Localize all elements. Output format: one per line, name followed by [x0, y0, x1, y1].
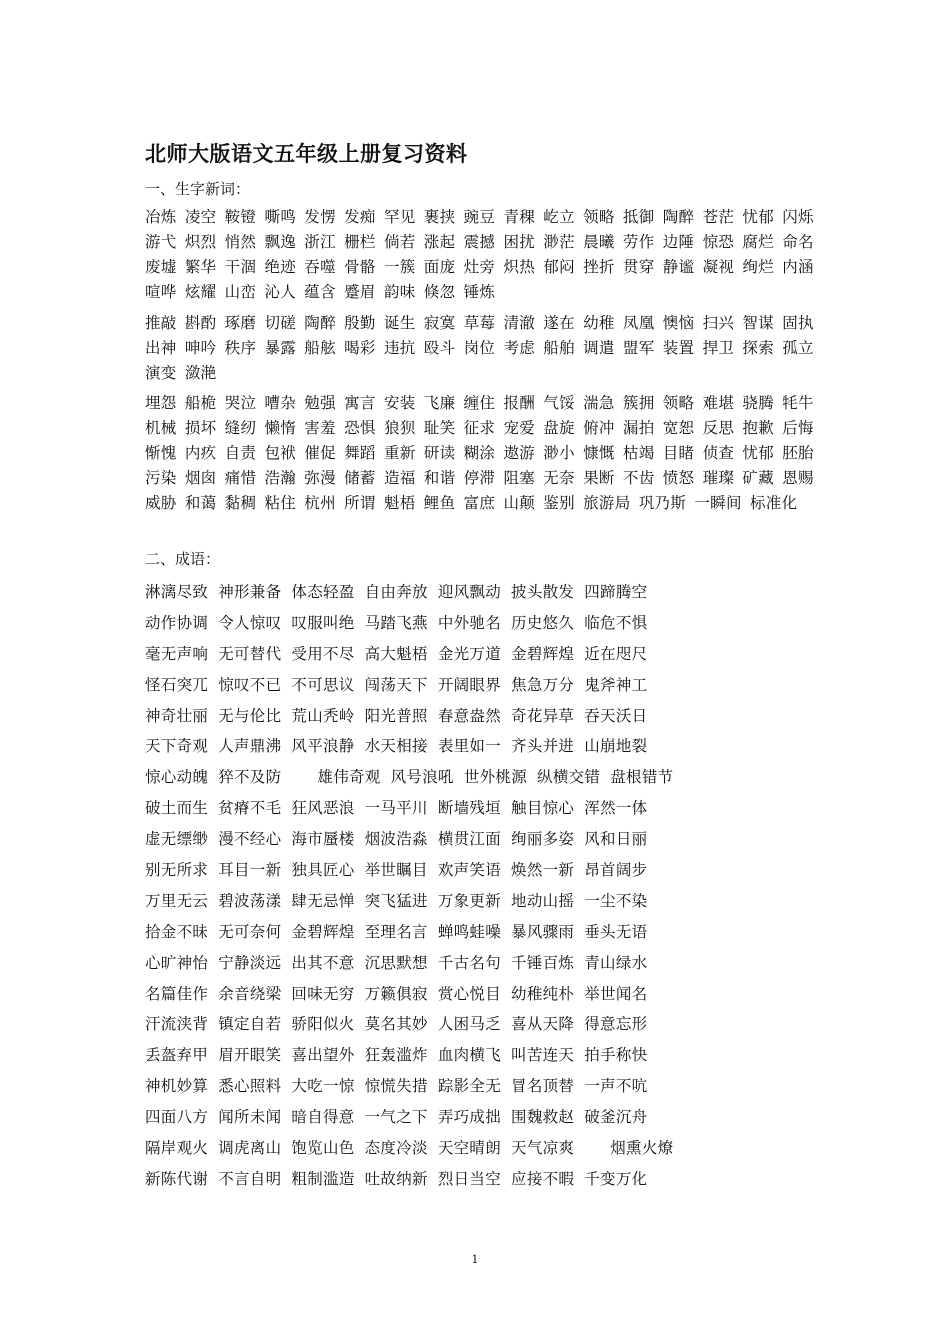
idiom-item: 宁静淡远: [218, 953, 282, 972]
idiom-row: [145, 1071, 825, 1102]
idiom-item: 吞天沃日: [584, 706, 648, 725]
idiom-item: 不言自明: [218, 1169, 282, 1188]
idiom-item: 一尘不染: [584, 891, 648, 910]
idiom-item: 奇花异草: [511, 706, 575, 725]
idiom-item: 莫名其妙: [364, 1015, 428, 1034]
idiom-item: 万里无云: [145, 891, 209, 910]
idiom-item: 山崩地裂: [584, 737, 648, 756]
idiom-item: 肆无忌惮: [291, 891, 355, 910]
idiom-item: 高大魁梧: [364, 644, 428, 663]
idiom-item: 突飞猛进: [364, 891, 428, 910]
idiom-item: 态度冷淡: [364, 1139, 428, 1158]
idiom-item: 无与伦比: [218, 706, 282, 725]
idiom-item: 自由奔放: [364, 583, 428, 601]
idiom-item: 得意忘形: [584, 1015, 648, 1034]
idiom-item: 隔岸观火: [145, 1139, 209, 1158]
idiom-item: 暴风骤雨: [511, 922, 575, 941]
idiom-item: 怪石突兀: [145, 675, 209, 694]
idiom-item: 淋漓尽致: [145, 583, 209, 601]
idiom-item: 人困马乏: [437, 1015, 502, 1034]
idiom-item: 闯荡天下: [364, 675, 428, 694]
idiom-row: [145, 762, 825, 793]
idiom-item: 喜从天降: [511, 1015, 575, 1034]
idiom-item: 沉思默想: [364, 953, 428, 972]
idiom-item: 毫无声响: [145, 644, 209, 663]
idiom-row: [145, 1164, 825, 1195]
idiom-row: [145, 1040, 825, 1071]
idiom-item: 神形兼备: [218, 583, 282, 601]
idiom-item: 惊心动魄: [145, 768, 209, 787]
idiom-item: 破釜沉舟: [584, 1108, 648, 1127]
idiom-item: 千锤百炼: [511, 953, 575, 972]
idiom-item: 昂首阔步: [584, 861, 648, 880]
idiom-item: 临危不惧: [584, 613, 648, 632]
idiom-item: 横贯江面: [437, 830, 502, 849]
idiom-item: 镇定自若: [218, 1015, 282, 1034]
page-number: 1: [471, 1253, 479, 1266]
idiom-item: 一马平川: [364, 799, 428, 818]
idiom-item: 垂头无语: [584, 922, 648, 941]
idiom-item: 披头散发: [511, 583, 575, 601]
idiom-item: 阳光普照: [364, 706, 428, 725]
idiom-item: 狂轰滥炸: [364, 1046, 428, 1065]
idiom-item: 地动山摇: [511, 891, 575, 910]
idiom-item: 令人惊叹: [218, 613, 282, 632]
idiom-item: 拾金不昧: [145, 922, 209, 941]
idiom-item: 烟波浩淼: [364, 830, 428, 849]
idiom-item: 贫瘠不毛: [218, 799, 282, 818]
idiom-item: 漫不经心: [218, 830, 282, 849]
idiom-item: 赏心悦目: [437, 984, 502, 1003]
idiom-item: 血肉横飞: [437, 1046, 502, 1065]
idiom-row: [145, 577, 825, 608]
idiom-item: 烟熏火燎: [610, 1139, 674, 1158]
idiom-item: 绚丽多姿: [511, 830, 575, 849]
idiom-item: 千变万化: [584, 1169, 648, 1188]
idiom-row: [145, 701, 825, 732]
idiom-item: 出其不意: [291, 953, 355, 972]
idiom-item: 水天相接: [364, 737, 428, 756]
idiom-item: 碧波荡漾: [218, 891, 282, 910]
idiom-item: 余音绕梁: [218, 984, 282, 1003]
idiom-item: 幼稚纯朴: [511, 984, 575, 1003]
idiom-item: 受用不尽: [291, 644, 355, 663]
idiom-item: 别无所求: [145, 861, 209, 880]
idiom-item: 狂风恶浪: [291, 799, 355, 818]
idiom-row: [145, 731, 825, 762]
idiom-row: [145, 917, 825, 948]
idiom-item: 天下奇观: [145, 737, 209, 756]
idiom-item: 举世闻名: [584, 984, 648, 1003]
idiom-item: 闻所未闻: [218, 1108, 282, 1127]
idiom-item: 眉开眼笑: [218, 1046, 282, 1065]
idiom-item: 天空晴朗: [437, 1139, 502, 1158]
idiom-row: [145, 886, 825, 917]
idiom-item: 惊叹不已: [218, 675, 282, 694]
idiom-item: 海市蜃楼: [291, 830, 355, 849]
vocabulary-paragraph-1: 冶炼 凌空 鞍镫 嘶鸣 发愣 发痴 罕见 裹挟 豌豆 青稞 屹立 领略 抵御 陶醉 苍茫 忧郁 闪烁 游弋 炽烈 悄然 飘逸 浙江 栅栏 倘若 涨起 震撼 困扰 渺茫 晨曦 劳作 边陲 惊恐 腐烂 命名 废墟 繁华 干涸 绝迹 吞噬 骨骼 一簇 面庞 灶旁 炽热 郁闷 挫折 贯穿 静谧 凝视 绚烂 内涵 喧哗 炫耀 山峦 沁人 蕴含 蹙眉 韵味 倏忽 锤炼: [145, 208, 814, 301]
document-title: 北师大版语文五年级上册复习资料: [145, 142, 468, 166]
idiom-item: 马踏飞燕: [364, 613, 428, 632]
idiom-item: 历史悠久: [511, 613, 575, 632]
idiom-item: 万籁俱寂: [364, 984, 428, 1003]
idiom-item: 体态轻盈: [291, 583, 355, 601]
idiom-item: 悉心照料: [218, 1077, 282, 1096]
idiom-item: 围魏救赵: [511, 1108, 575, 1127]
idiom-item: 心旷神怡: [145, 953, 209, 972]
idiom-item: 迎风飘动: [437, 583, 502, 601]
idiom-item: 神奇壮丽: [145, 706, 209, 725]
idiom-item: 中外驰名: [437, 613, 502, 632]
idiom-item: 拍手称快: [584, 1046, 648, 1065]
idiom-item: 风号浪吼: [390, 768, 454, 787]
idiom-item: 齐头并进: [511, 737, 575, 756]
idiom-row: [145, 1009, 825, 1040]
idiom-item: 鬼斧神工: [584, 675, 648, 694]
idiom-item: 名篇佳作: [145, 984, 209, 1003]
idiom-item: 新陈代谢: [145, 1169, 209, 1188]
idiom-item: 表里如一: [437, 737, 502, 756]
idiom-row: [145, 855, 825, 886]
vocabulary-paragraph-2: 推敲 斟酌 琢磨 切磋 陶醉 殷勤 诞生 寂寞 草莓 清澈 遂在 幼稚 凤凰 懊恼 扫兴 智谋 固执 出神 呻吟 秩序 暴露 船舷 喝彩 违抗 殴斗 岗位 考虑 船舶 调遣 盟军 装置 捍卫 探索 孤立 演变 潋滟: [145, 314, 814, 382]
idiom-item: 叹服叫绝: [291, 613, 355, 632]
idiom-item: 青山绿水: [584, 953, 648, 972]
idiom-item: 踪影全无: [437, 1077, 502, 1096]
idiom-item: 吐故纳新: [364, 1169, 428, 1188]
idiom-item: 饱览山色: [291, 1139, 355, 1158]
idiom-item: 调虎离山: [218, 1139, 282, 1158]
idiom-item: 神机妙算: [145, 1077, 209, 1096]
idiom-item: 蝉鸣蛙噪: [437, 922, 502, 941]
idiom-item: 金光万道: [437, 644, 502, 663]
idiom-row: [145, 639, 825, 670]
idiom-item: 四蹄腾空: [584, 583, 648, 601]
idiom-item: 春意盎然: [437, 706, 502, 725]
idiom-item: 人声鼎沸: [218, 737, 282, 756]
idiom-item: 四面八方: [145, 1108, 209, 1127]
idiom-item: 世外桃源: [463, 768, 528, 787]
section-heading-idioms: 二、成语：: [145, 550, 221, 568]
idiom-item: 天气凉爽: [511, 1139, 575, 1158]
idiom-row: [145, 670, 825, 701]
idiom-item: 破土而生: [145, 799, 209, 818]
idiom-item: 近在咫尺: [584, 644, 648, 663]
idiom-item: 千古名句: [437, 953, 502, 972]
idiom-item: 丢盔弃甲: [145, 1046, 209, 1065]
idiom-item: 喜出望外: [291, 1046, 355, 1065]
idiom-row: [145, 793, 825, 824]
idiom-item: 叫苦连天: [511, 1046, 575, 1065]
idiom-item: 开阔眼界: [437, 675, 502, 694]
idiom-item: 耳目一新: [218, 861, 282, 880]
idiom-item: 独具匠心: [291, 861, 355, 880]
idiom-item: 虚无缥缈: [145, 830, 209, 849]
idiom-row: [145, 979, 825, 1010]
idiom-item: 焦急万分: [511, 675, 575, 694]
idiom-item: 断墙残垣: [437, 799, 502, 818]
section-heading-vocabulary: 一、生字新词：: [145, 180, 251, 198]
idiom-list: [145, 577, 825, 1195]
idiom-item: 不可思议: [291, 675, 355, 694]
idiom-item: 弄巧成拙: [437, 1108, 502, 1127]
idiom-item: 焕然一新: [511, 861, 575, 880]
idiom-item: 汗流浃背: [145, 1015, 209, 1034]
idiom-item: 应接不暇: [511, 1169, 575, 1188]
idiom-item: 暗自得意: [291, 1108, 355, 1127]
vocabulary-paragraph-3: 埋怨 船桅 哭泣 嘈杂 勉强 寓言 安装 飞廉 缠住 报酬 气馁 湍急 簇拥 领略 难堪 骁腾 牦牛 机械 损坏 缝纫 懒惰 害羞 恐惧 狼狈 耻笑 征求 宠爱 盘旋 俯冲 漏拍 宽恕 反思 抱歉 后悔 惭愧 内疚 自责 包袱 催促 舞蹈 重新 研读 糊涂 遨游 渺小 慷慨 枯竭 目睹 侦查 忧郁 胚胎 污染 烟囱 痛惜 浩瀚 弥漫 储蓄 造福 和谐 停滞 阻塞 无奈 果断 不齿 愤怒 璀璨 矿藏 恩赐 威胁 和蔼 黏稠 粘住 杭州 所谓 魁梧 鲤鱼 富庶 山颠 鉴别 旅游局 巩乃斯 一瞬间 标准化: [145, 394, 814, 512]
idiom-item: 荒山秃岭: [291, 706, 355, 725]
idiom-item: 无可替代: [218, 644, 282, 663]
idiom-item: 风和日丽: [584, 830, 648, 849]
idiom-row: [145, 1102, 825, 1133]
idiom-item: 无可奈何: [218, 922, 282, 941]
idiom-item: 盘根错节: [610, 768, 674, 787]
idiom-item: 雄伟奇观: [317, 768, 381, 787]
idiom-item: 万象更新: [437, 891, 502, 910]
idiom-item: 猝不及防: [218, 768, 282, 787]
idiom-item: 风平浪静: [291, 737, 355, 756]
idiom-item: 金碧辉煌: [511, 644, 575, 663]
idiom-item: 触目惊心: [511, 799, 575, 818]
idiom-item: 一声不吭: [584, 1077, 648, 1096]
idiom-item: 金碧辉煌: [291, 922, 355, 941]
idiom-item: 动作协调: [145, 613, 209, 632]
idiom-item: 至理名言: [364, 922, 428, 941]
idiom-row: [145, 608, 825, 639]
idiom-item: 纵横交错: [537, 768, 601, 787]
idiom-item: 一气之下: [364, 1108, 428, 1127]
idiom-item: 大吃一惊: [291, 1077, 355, 1096]
idiom-item: 欢声笑语: [437, 861, 502, 880]
idiom-item: 浑然一体: [584, 799, 648, 818]
idiom-item: 粗制滥造: [291, 1169, 355, 1188]
idiom-row: [145, 824, 825, 855]
idiom-item: 惊慌失措: [364, 1077, 428, 1096]
idiom-row: [145, 948, 825, 979]
idiom-item: 举世瞩目: [364, 861, 428, 880]
idiom-item: 烈日当空: [437, 1169, 502, 1188]
idiom-item: 回味无穷: [291, 984, 355, 1003]
idiom-item: 骄阳似火: [291, 1015, 355, 1034]
idiom-row: [145, 1133, 825, 1164]
idiom-item: 冒名顶替: [511, 1077, 575, 1096]
